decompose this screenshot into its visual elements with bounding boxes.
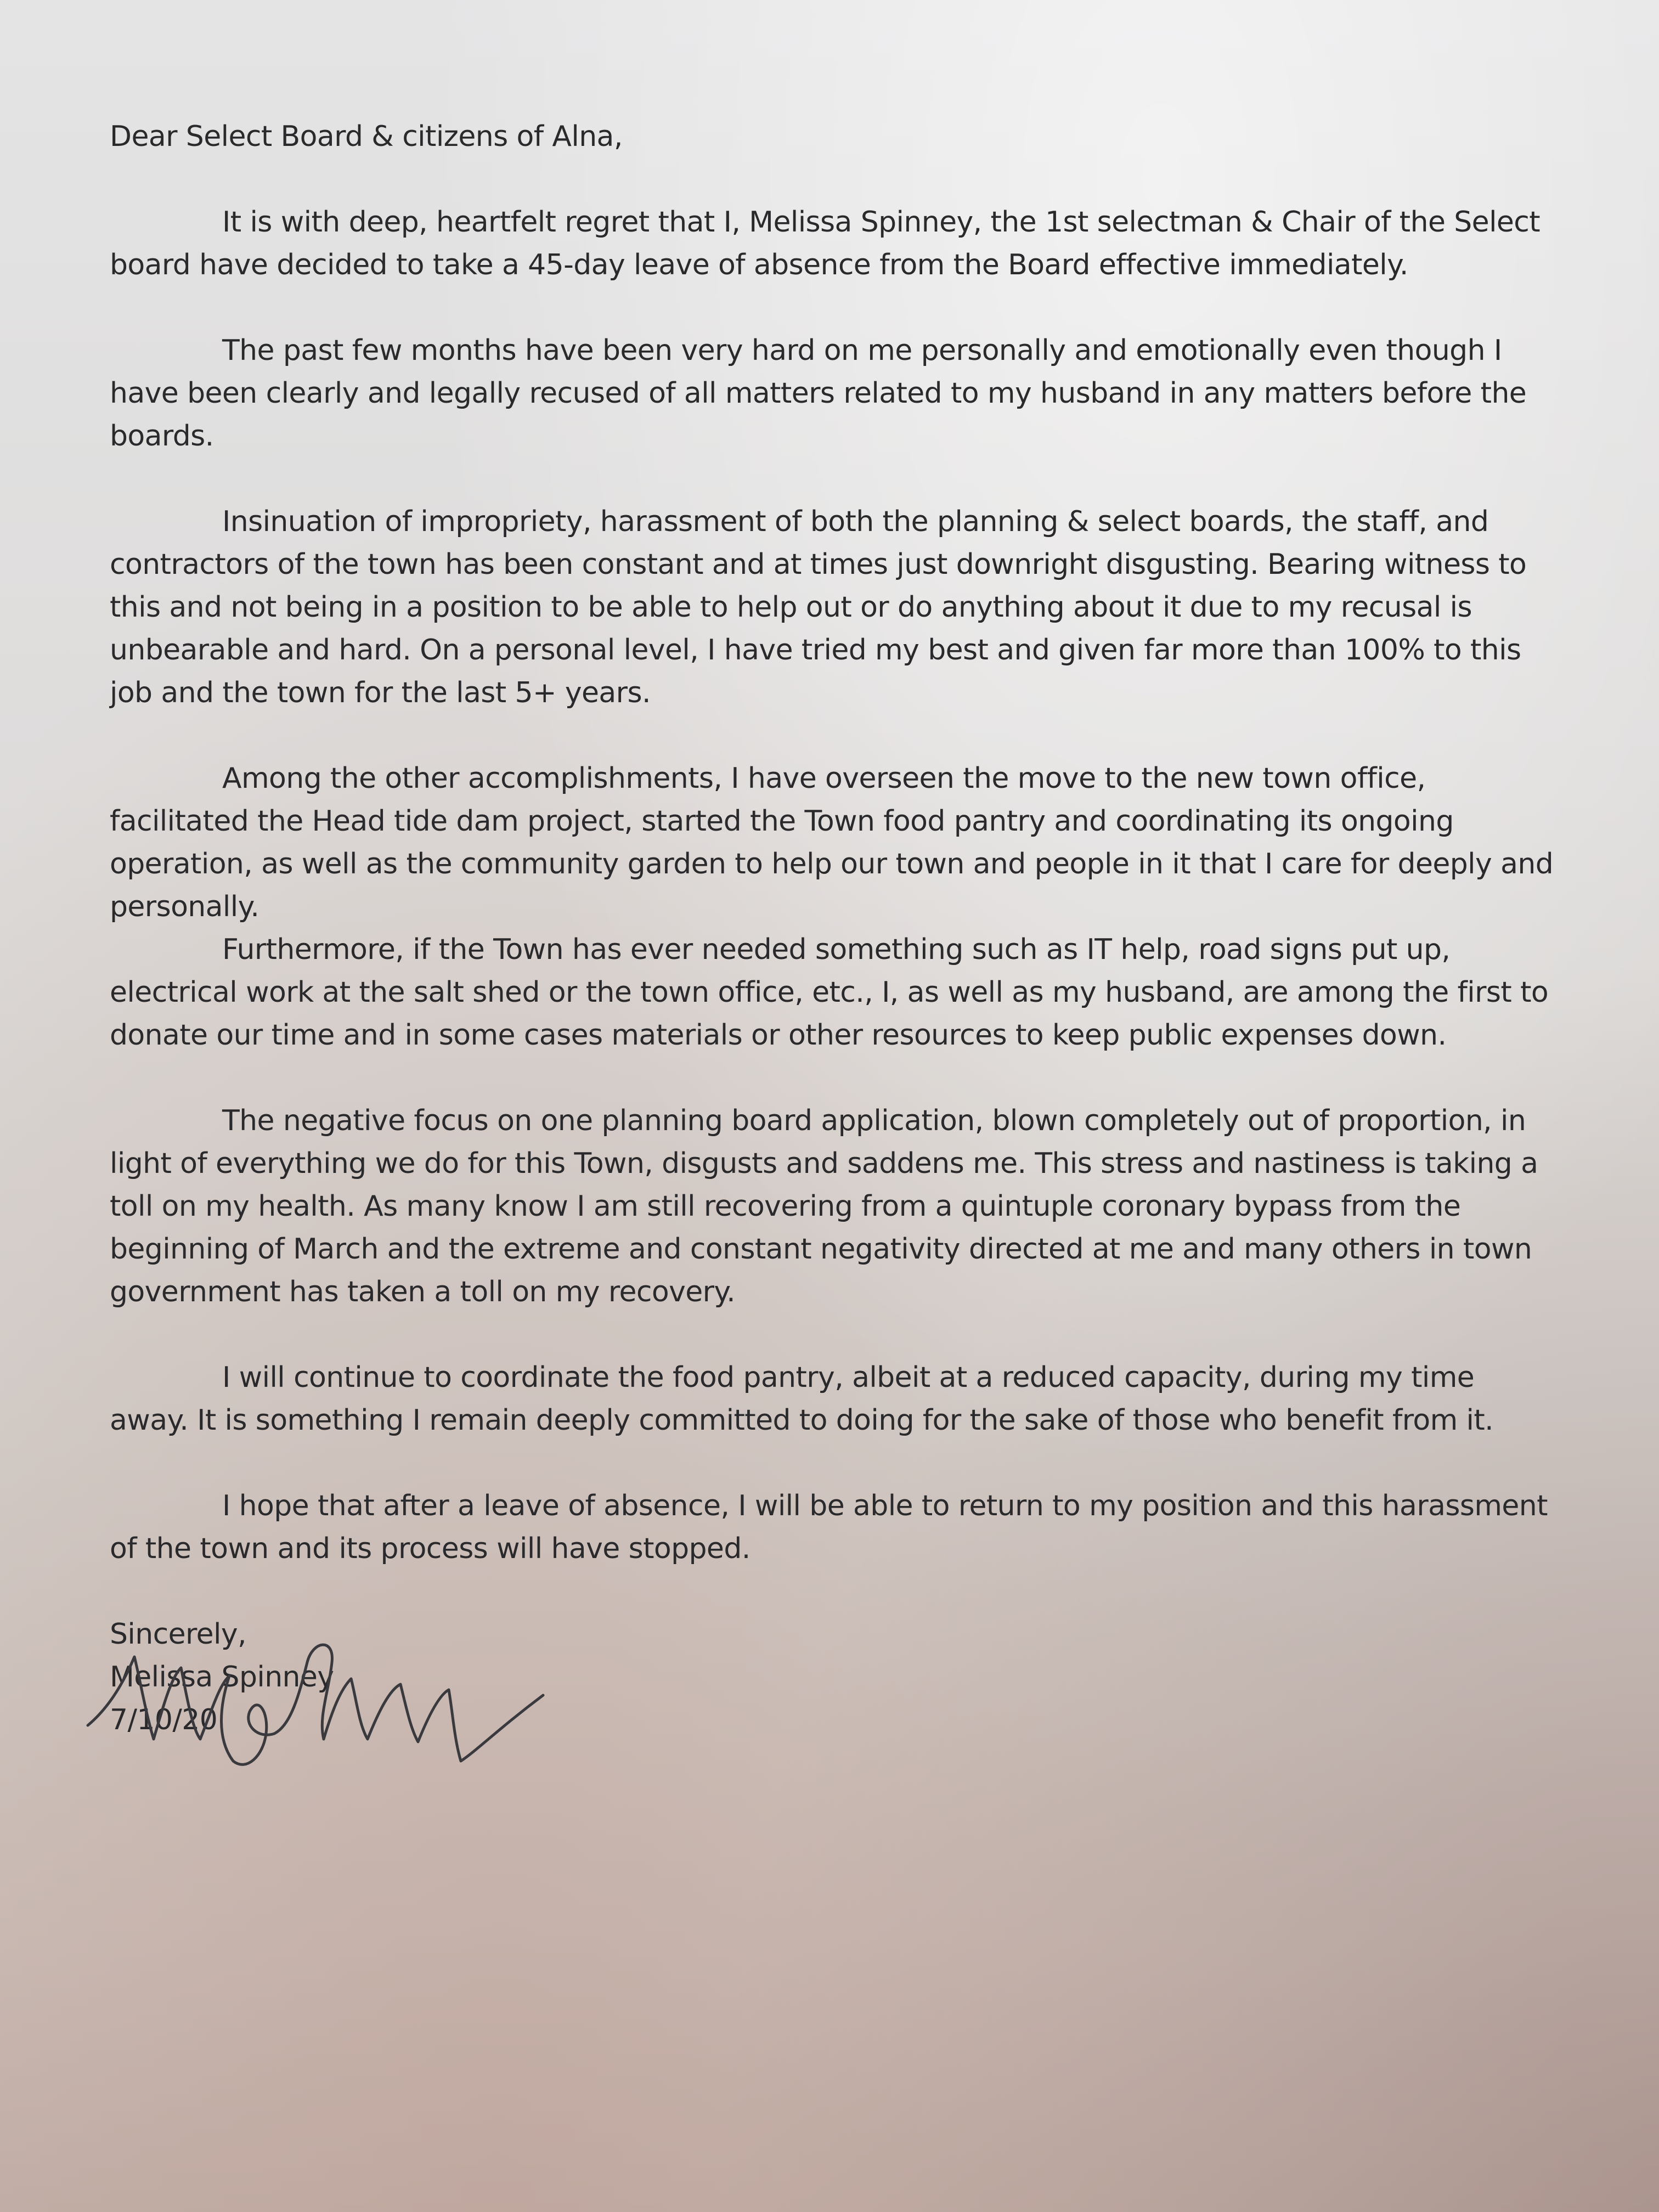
paragraph-food-pantry: I will continue to coordinate the food pantry, albeit at a reduced capacity, during my time away. It is something I remain deeply committed to doing for the sake of those who benefit from it. bbox=[110, 1361, 1494, 1437]
signature-stroke bbox=[88, 1657, 229, 1739]
paragraph-recusal: The past few months have been very hard on me personally and emotionally even though I have been clearly and legally recused of all matters related to my husband in any matters before the boards. bbox=[110, 334, 1527, 453]
letter-date: 7/10/20 bbox=[110, 1703, 218, 1736]
paragraph-return-hope: I hope that after a leave of absence, I will be able to return to my position and this harassment of the town and its process will have stopped. bbox=[110, 1489, 1548, 1565]
signature-stroke bbox=[221, 1645, 332, 1764]
paragraph-volunteering: Furthermore, if the Town has ever needed something such as IT help, road signs put up, electrical work at the salt shed or the town office, etc., I, as well as my husband, are among the first to donate our time and in some cases materials or other resources to keep public expenses down. bbox=[110, 933, 1549, 1052]
paragraph-harassment: Insinuation of impropriety, harassment of both the planning & select boards, the staff, and contractors of the town has been constant and at times just downright disgusting. Bearing witness to this and not being in a position to be able to help out or do anything about it due to my recusal is unbearable and hard. On a personal level, I have tried my best and given far more than 100% to this job and the town for the last 5+ years. bbox=[110, 505, 1527, 709]
paragraph-negative-focus: The negative focus on one planning board application, blown completely out of proportion, in light of everything we do for this Town, disgusts and saddens me. This stress and nastiness is taking a toll on my health. As many know I am still recovering from a quintuple coronary bypass from the beginning of March and the extreme and constant negativity directed at me and many others in town government has taken a toll on my recovery. bbox=[110, 1104, 1538, 1308]
handwritten-signature-icon bbox=[82, 1629, 565, 1794]
letter-body bbox=[110, 115, 1558, 1741]
paragraph-accomplishments: Among the other accomplishments, I have overseen the move to the new town office, facilitated the Head tide dam project, started the Town food pantry and coordinating its ongoing operation, as well as the community garden to help our town and people in it that I care for deeply and personally. bbox=[110, 762, 1554, 923]
salutation: Dear Select Board & citizens of Alna, bbox=[110, 120, 623, 153]
signer-name: Melissa Spinney bbox=[110, 1661, 334, 1694]
signature-stroke bbox=[324, 1679, 543, 1761]
closing-sincerely: Sincerely, bbox=[110, 1618, 246, 1651]
paragraph-leave-of-absence: It is with deep, heartfelt regret that I, Melissa Spinney, the 1st selectman & Chair of the Select board have decided to take a 45-day leave of absence from the Board effective immediately. bbox=[110, 206, 1541, 281]
